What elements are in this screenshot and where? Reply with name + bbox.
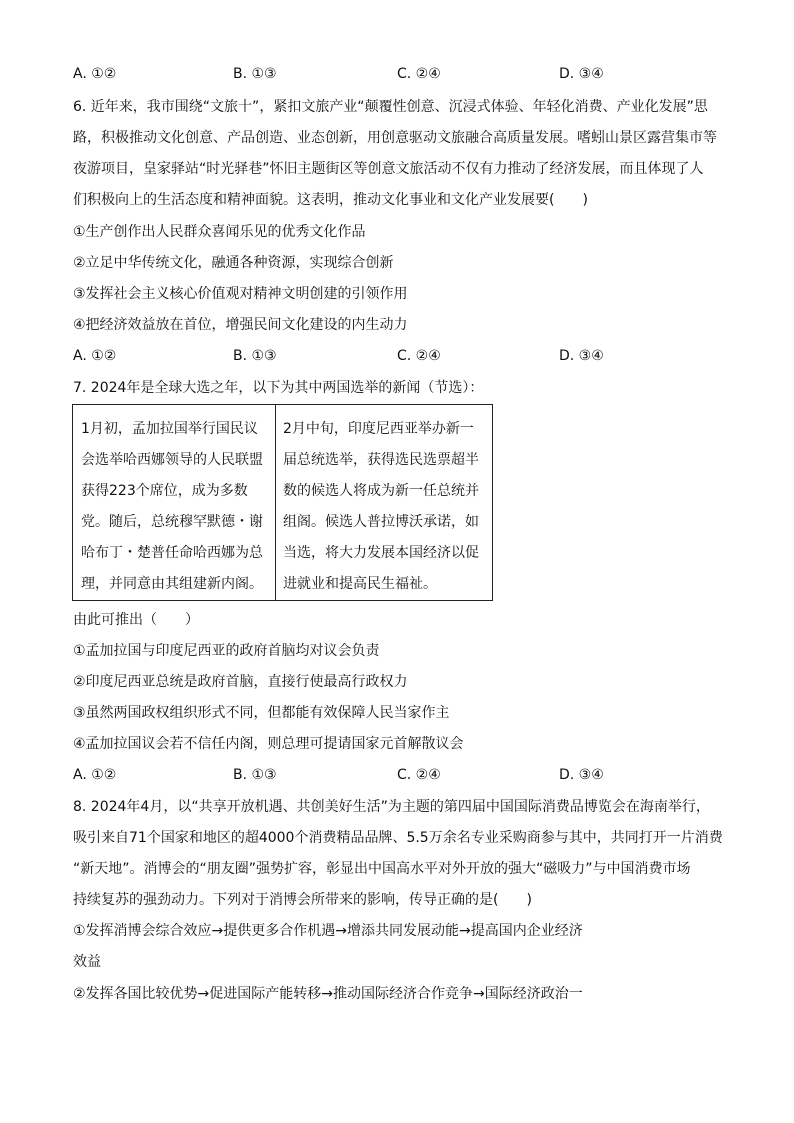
q8-choice: ②发挥各国比较优势→促进国际产能转移→推动国际经济合作竞争→国际经济政治一 — [73, 986, 583, 1002]
q7-choice: ④孟加拉国议会若不信任内阁，则总理可提请国家元首解散议会 — [73, 736, 464, 752]
q8-stem-line: 吸引来自71个国家和地区的超4000个消费精品品牌、5.5万余名专业采购商参与其中，共同打开一片消费 — [73, 830, 723, 846]
news-text-line: 届总统选举，获得选民选票超半 — [283, 452, 479, 468]
q6-option-a[interactable]: A. ①② — [73, 348, 117, 364]
news-text-line: 哈布丁・楚普任命哈西娜为总 — [81, 545, 263, 561]
q8-choice: ①发挥消博会综合效应→提供更多合作机遇→增添共同发展动能→提高国内企业经济 — [73, 923, 583, 939]
news-cell-bangladesh — [81, 414, 271, 600]
news-text-line: 1月初，孟加拉国举行国民议 — [81, 421, 258, 437]
q5-options — [73, 64, 673, 84]
q5-option-c[interactable]: C. ②④ — [397, 66, 441, 82]
q7-option-c[interactable]: C. ②④ — [397, 767, 441, 783]
q7-prompt: 由此可推出（ ） — [73, 612, 199, 628]
q8-choice: 效益 — [73, 954, 101, 970]
q5-option-b[interactable]: B. ①③ — [233, 66, 277, 82]
q7-choice: ①孟加拉国与印度尼西亚的政府首脑均对议会负责 — [73, 643, 380, 659]
q7-option-a[interactable]: A. ①② — [73, 767, 117, 783]
news-text-line: 会选举哈西娜领导的人民联盟 — [81, 452, 263, 468]
news-text-line: 2月中旬，印度尼西亚举办新一 — [283, 421, 474, 437]
q6-stem-line: 夜游项目，皇家驿站“时光驿巷”怀旧主题街区等创意文旅活动不仅有力推动了经济发展，而且体现了人 — [73, 161, 704, 177]
q7-options — [73, 765, 673, 785]
q6-stem-line: 路，积极推动文化创意、产品创造、业态创新，用创意驱动文旅融合高质量发展。嗜蚓山景区露营集市等 — [73, 130, 717, 146]
q5-option-a[interactable]: A. ①② — [73, 66, 117, 82]
news-cell-indonesia — [283, 414, 488, 600]
q7-option-b[interactable]: B. ①③ — [233, 767, 277, 783]
news-text-line: 党。随后，总统穆罕默德・谢 — [81, 514, 263, 530]
news-text-line: 数的候选人将成为新一任总统并 — [283, 483, 479, 499]
q7-choice: ②印度尼西亚总统是政府首脑，直接行使最高行政权力 — [73, 674, 408, 690]
news-text-line: 当选，将大力发展本国经济以促 — [283, 545, 479, 561]
q8-stem-line: 持续复苏的强劲动力。下列对于消博会所带来的影响，传导正确的是( ) — [73, 892, 532, 908]
q5-option-d[interactable]: D. ③④ — [559, 66, 604, 82]
news-text-line: 获得223个席位，成为多数 — [81, 483, 248, 499]
q6-choice: ①生产创作出人民群众喜闻乐见的优秀文化作品 — [73, 224, 366, 240]
q6-option-b[interactable]: B. ①③ — [233, 348, 277, 364]
news-text-line: 进就业和提高民生福祉。 — [283, 576, 437, 592]
q6-choice: ③发挥社会主义核心价值观对精神文明创建的引领作用 — [73, 286, 408, 302]
q6-stem-line: 6. 近年来，我市围绕“文旅十”，紧扣文旅产业“颠覆性创意、沉浸式体验、年轻化消费、产业化发展”思 — [73, 99, 708, 115]
table-divider — [275, 405, 276, 600]
news-text-line: 组阁。候选人普拉博沃承诺，如 — [283, 514, 479, 530]
q6-option-d[interactable]: D. ③④ — [559, 348, 604, 364]
news-text-line: 理，并同意由其组建新内阁。 — [81, 576, 263, 592]
q6-choice: ④把经济效益放在首位，增强民间文化建设的内生动力 — [73, 317, 408, 333]
q6-stem-line: 们积极向上的生活态度和精神面貌。这表明，推动文化事业和文化产业发展要( ) — [73, 192, 588, 208]
q7-option-d[interactable]: D. ③④ — [559, 767, 604, 783]
q8-stem-line: 8. 2024年4月，以“共享开放机遇、共创美好生活”为主题的第四届中国国际消费品博览会在海南举行， — [73, 799, 710, 815]
q7-stem: 7. 2024年是全球大选之年，以下为其中两国选举的新闻（节选）： — [73, 380, 484, 396]
q6-choice: ②立足中华传统文化，融通各种资源，实现综合创新 — [73, 255, 394, 271]
q6-option-c[interactable]: C. ②④ — [397, 348, 441, 364]
q6-options — [73, 346, 673, 366]
q7-choice: ③虽然两国政权组织形式不同，但都能有效保障人民当家作主 — [73, 705, 450, 721]
q8-stem-line: “新天地”。消博会的“朋友圈”强势扩容，彰显出中国高水平对外开放的强大“磁吸力”与中国消费市场 — [73, 861, 691, 877]
q7-news-table — [72, 404, 493, 601]
